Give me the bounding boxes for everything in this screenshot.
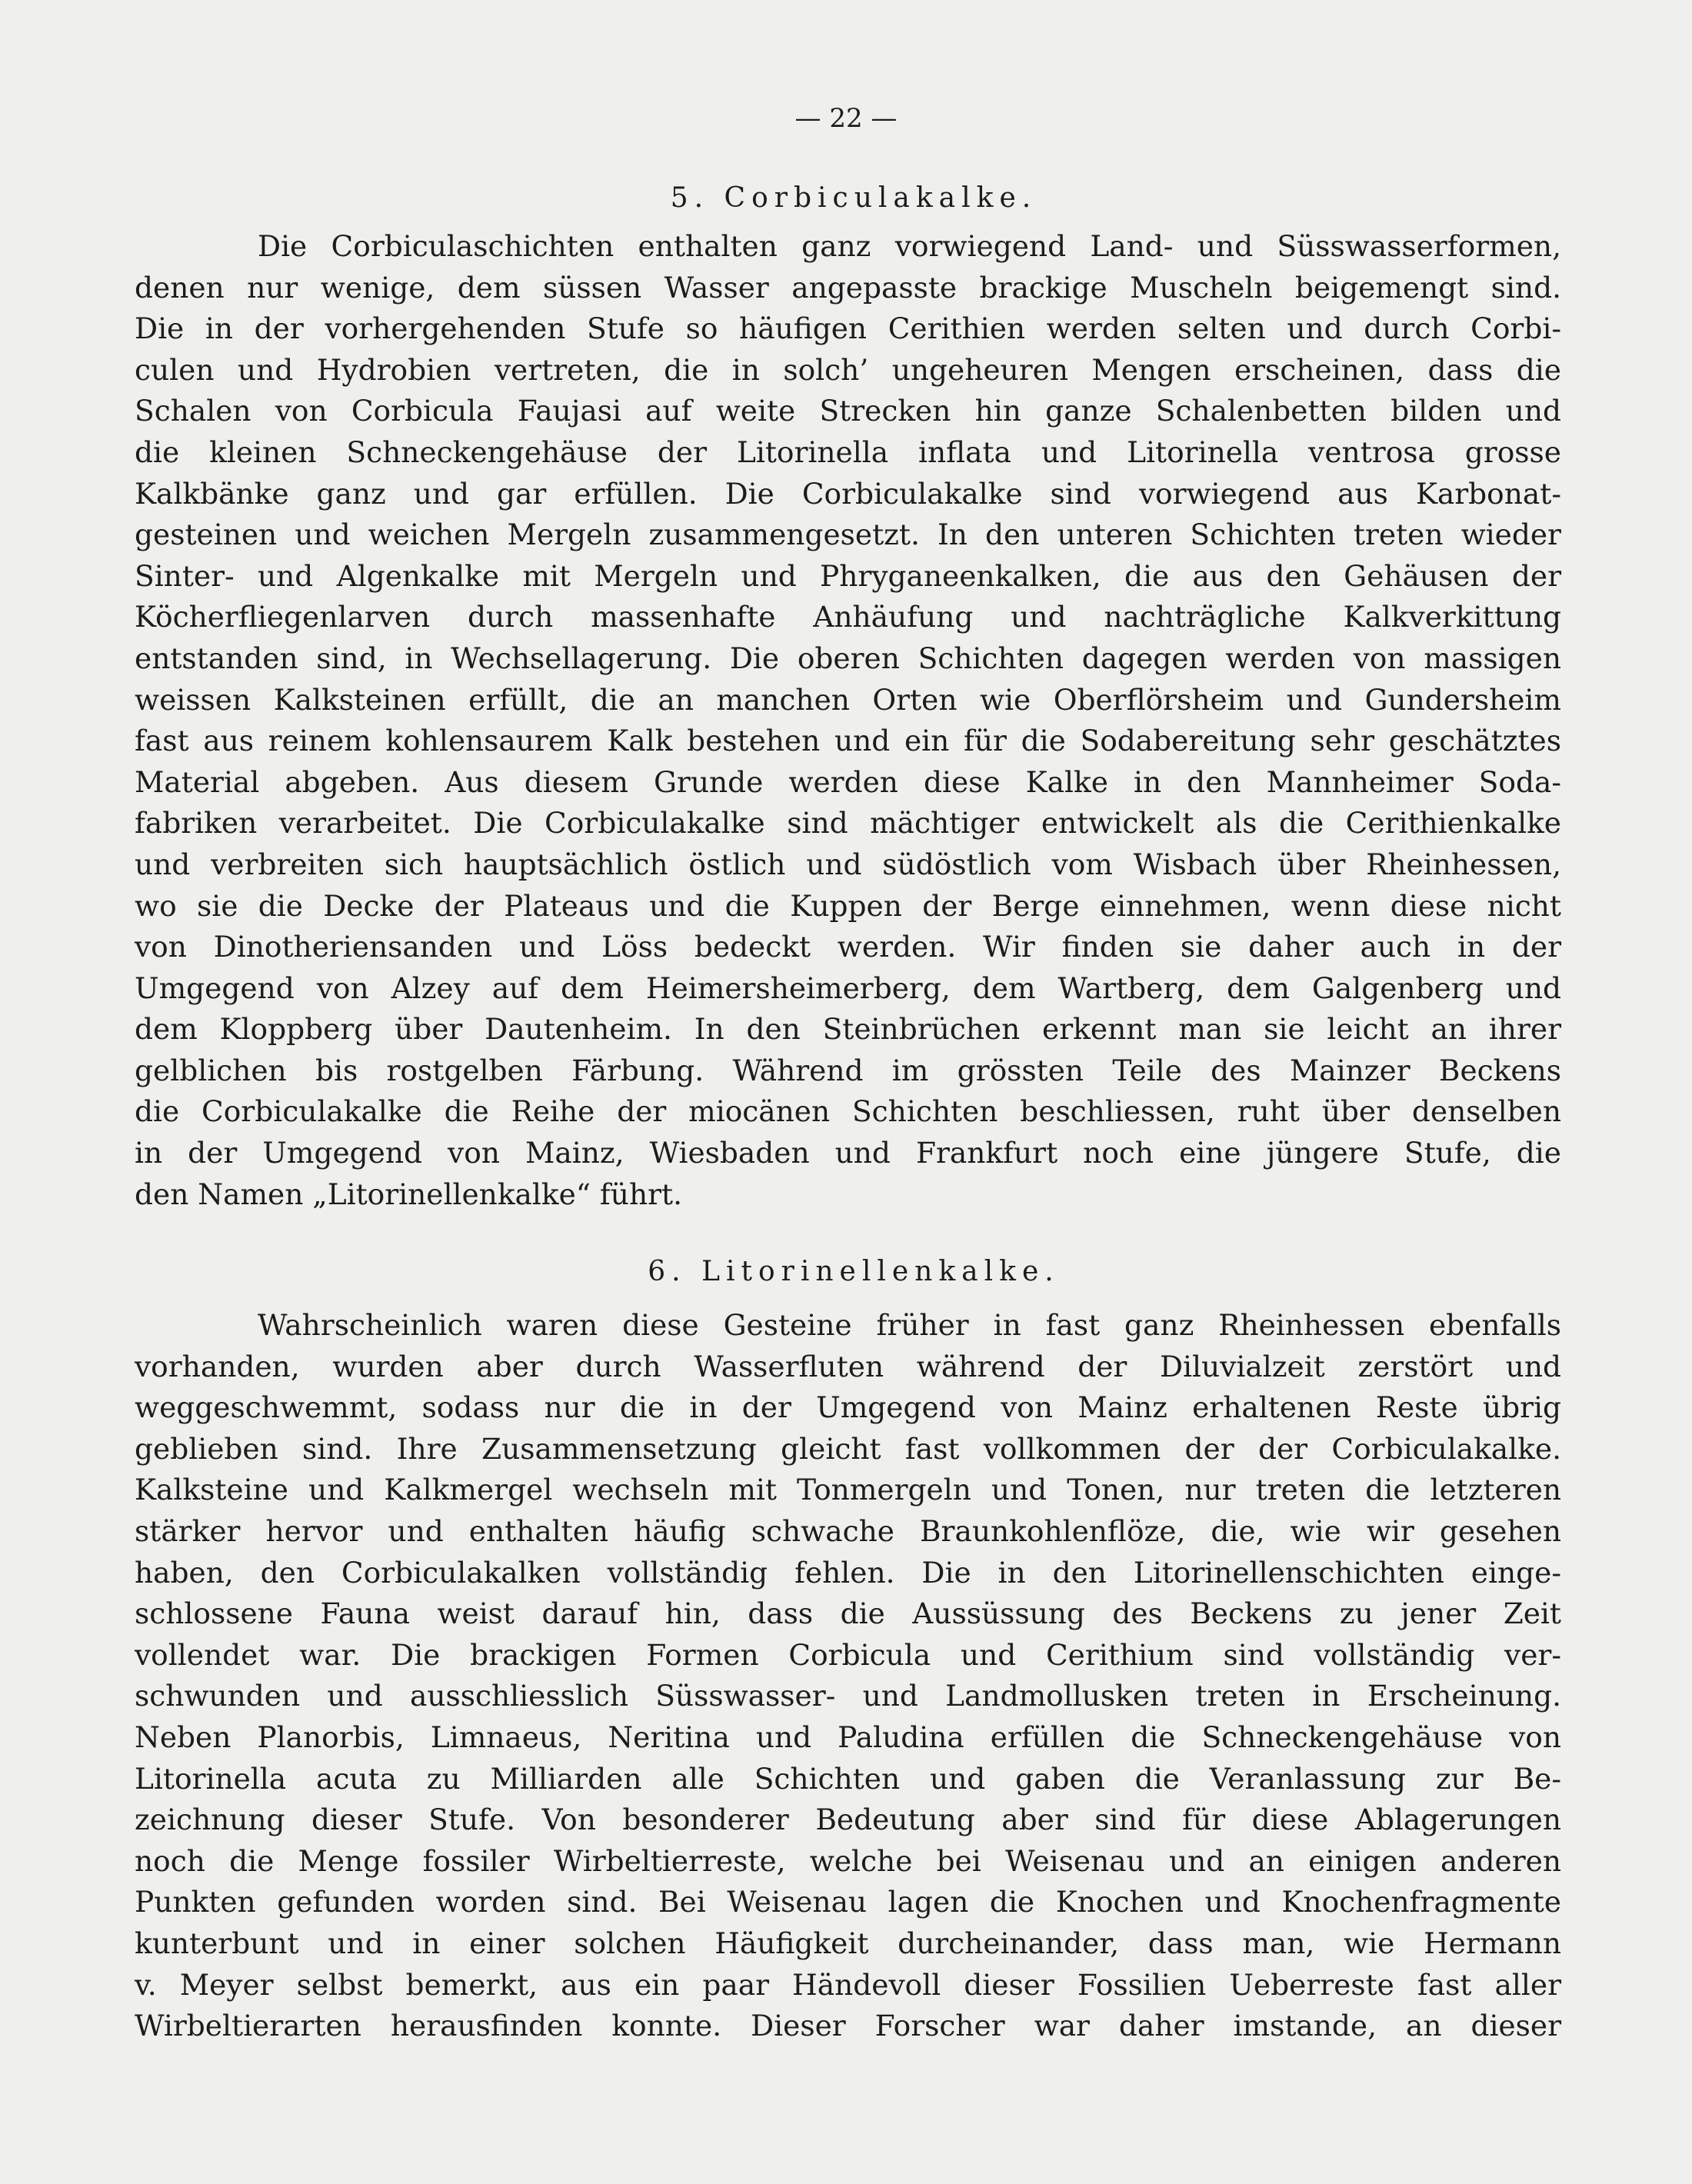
text-line: zeichnung dieser Stufe. Von besonderer Bedeutung aber sind für diese Ablagerungen (135, 1803, 1561, 1837)
text-line: dem Kloppberg über Dautenheim. In den Steinbrüchen erkennt man sie leicht an ihrer (135, 1012, 1561, 1047)
text-line: die kleinen Schneckengehäuse der Litorinella inflata und Litorinella ventrosa grosse (135, 434, 1561, 469)
text-line: haben, den Corbiculakalken vollständig fehlen. Die in den Litorinellenschichten einge- (135, 1555, 1561, 1590)
text-line: geblieben sind. Ihre Zusammensetzung gleicht fast vollkommen der der Corbiculakalke. (135, 1431, 1561, 1466)
section-body-corbiculakalke (135, 226, 1561, 1215)
text-line: gelblichen bis rostgelben Färbung. Während im grössten Teile des Mainzer Beckens (135, 1053, 1561, 1087)
text-line: Umgegend von Alzey auf dem Heimersheimerberg, dem Wartberg, dem Galgenberg und (135, 970, 1561, 1005)
text-line: Die in der vorhergehenden Stufe so häufigen Cerithien werden selten und durch Corbi- (135, 311, 1561, 346)
text-line: noch die Menge fossiler Wirbeltierreste, welche bei Weisenau und an einigen anderen (135, 1843, 1561, 1878)
text-line: wo sie die Decke der Plateaus und die Kuppen der Berge einnehmen, wenn diese nicht (135, 888, 1561, 923)
text-line: in der Umgegend von Mainz, Wiesbaden und Frankfurt noch eine jüngere Stufe, die (135, 1136, 1561, 1170)
text-line: v. Meyer selbst bemerkt, aus ein paar Händevoll dieser Fossilien Ueberreste fast aller (135, 1967, 1561, 2002)
text-line: culen und Hydrobien vertreten, die in solch’ ungeheuren Mengen erscheinen, dass die (135, 352, 1561, 387)
text-line: Neben Planorbis, Limnaeus, Neritina und Paludina erfüllen die Schneckengehäuse von (135, 1720, 1561, 1754)
text-line: denen nur wenige, dem süssen Wasser angepasste brackige Muscheln beigemengt sind. (135, 270, 1561, 305)
text-line: stärker hervor und enthalten häufig schwache Braunkohlenflöze, die, wie wir gesehen (135, 1513, 1561, 1548)
text-line: Sinter- und Algenkalke mit Mergeln und Phryganeenkalken, die aus den Gehäusen der (135, 558, 1561, 593)
text-line: weggeschwemmt, sodass nur die in der Umgegend von Mainz erhaltenen Reste übrig (135, 1390, 1561, 1425)
text-line: Wahrscheinlich waren diese Gesteine früher in fast ganz Rheinhessen ebenfalls (258, 1308, 1561, 1342)
section-heading-corbiculakalke: 5. Corbiculakalke. (670, 182, 1038, 214)
text-line: entstanden sind, in Wechsellagerung. Die oberen Schichten dagegen werden von massigen (135, 641, 1561, 675)
text-line: Die Corbiculaschichten enthalten ganz vorwiegend Land- und Süsswasserformen, (258, 229, 1561, 263)
text-line: vollendet war. Die brackigen Formen Corbicula und Cerithium sind vollständig ver- (135, 1637, 1561, 1672)
text-line: schwunden und ausschliesslich Süsswasser- und Landmollusken treten in Erscheinung. (135, 1679, 1561, 1713)
text-line: Schalen von Corbicula Faujasi auf weite Strecken hin ganze Schalenbetten bilden und (135, 394, 1561, 428)
text-line: Wirbeltierarten herausfinden konnte. Dieser Forscher war daher imstande, an dieser (135, 2009, 1561, 2043)
section-heading-litorinellenkalke: 6. Litorinellenkalke. (648, 1256, 1060, 1287)
text-line: Kalksteine und Kalkmergel wechseln mit Tonmergeln und Tonen, nur treten die letzteren (135, 1473, 1561, 1507)
text-line: von Dinotheriensanden und Löss bedeckt werden. Wir finden sie daher auch in der (135, 930, 1561, 964)
text-line: gesteinen und weichen Mergeln zusammengesetzt. In den unteren Schichten treten wieder (135, 518, 1561, 552)
text-line: weissen Kalksteinen erfüllt, die an manchen Orten wie Oberflörsheim und Gundersheim (135, 682, 1561, 717)
page-number: — 22 — (794, 103, 898, 134)
text-line: Punkten gefunden worden sind. Bei Weisenau lagen die Knochen und Knochenfragmente (135, 1885, 1561, 1919)
text-line: den Namen „Litorinellenkalke“ führt. (135, 1177, 683, 1211)
text-line: fabriken verarbeitet. Die Corbiculakalke sind mächtiger entwickelt als die Cerithienkalke (135, 806, 1561, 841)
text-line: vorhanden, wurden aber durch Wasserfluten während der Diluvialzeit zerstört und (135, 1349, 1561, 1383)
text-line: Litorinella acuta zu Milliarden alle Schichten und gaben die Veranlassung zur Be- (135, 1761, 1561, 1796)
section-body-litorinellenkalke (135, 1305, 1561, 2047)
text-line: Kalkbänke ganz und gar erfüllen. Die Corbiculakalke sind vorwiegend aus Karbonat- (135, 476, 1561, 511)
text-line: kunterbunt und in einer solchen Häufigkeit durcheinander, dass man, wie Hermann (135, 1926, 1561, 1960)
text-line: schlossene Fauna weist darauf hin, dass die Aussüssung des Beckens zu jener Zeit (135, 1596, 1561, 1631)
text-line: fast aus reinem kohlensaurem Kalk bestehen und ein für die Sodabereitung sehr geschätztes (135, 724, 1561, 758)
text-line: und verbreiten sich hauptsächlich östlich und südöstlich vom Wisbach über Rheinhessen, (135, 847, 1561, 881)
text-line: die Corbiculakalke die Reihe der miocänen Schichten beschliessen, ruht über denselben (135, 1094, 1561, 1129)
text-line: Köcherfliegenlarven durch massenhafte Anhäufung und nachträgliche Kalkverkittung (135, 600, 1561, 634)
text-line: Material abgeben. Aus diesem Grunde werden diese Kalke in den Mannheimer Soda- (135, 764, 1561, 799)
